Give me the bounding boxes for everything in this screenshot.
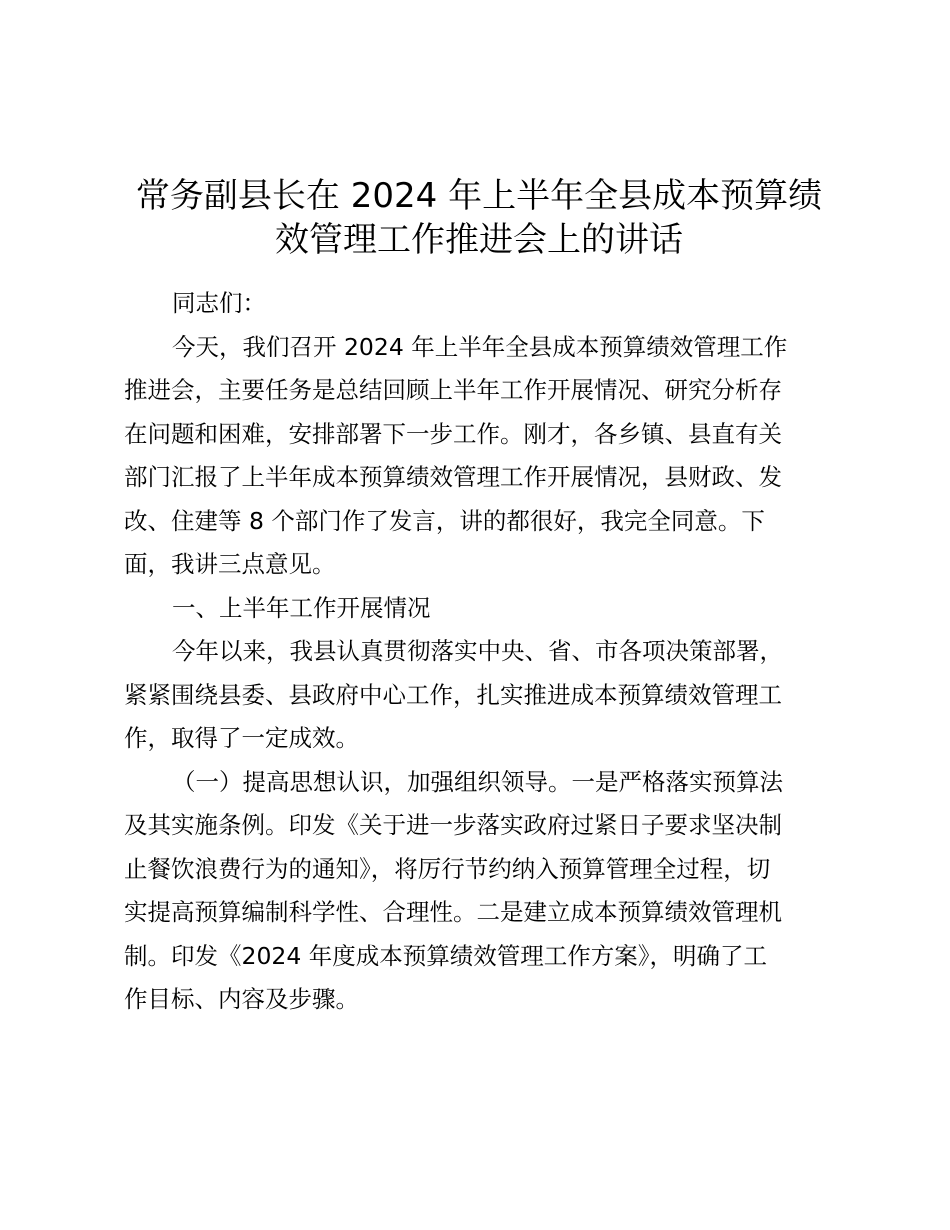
paragraph-line: 面，我讲三点意见。 xyxy=(124,550,336,578)
section-heading xyxy=(124,587,824,631)
paragraph-line: 今天，我们召开 2024 年上半年全县成本预算绩效管理工作 xyxy=(172,332,788,361)
body-paragraph xyxy=(124,630,824,761)
paragraph-line: 作目标、内容及步骤。 xyxy=(124,985,359,1013)
paragraph-line: （一）提高思想认识，加强组织领导。一是严格落实预算法 xyxy=(172,767,783,796)
opening-paragraph xyxy=(124,326,824,587)
paragraph-line: 在问题和困难，安排部署下一步工作。刚才，各乡镇、县直有关 xyxy=(124,419,782,448)
body-paragraph xyxy=(124,761,824,1022)
paragraph-line: 紧紧围绕县委、县政府中心工作，扎实推进成本预算绩效管理工 xyxy=(124,680,782,709)
paragraph-line: 实提高预算编制科学性、合理性。二是建立成本预算绩效管理机 xyxy=(124,898,782,926)
title-line: 效管理工作推进会上的讲话 xyxy=(275,219,683,260)
paragraph-line: 改、住建等 8 个部门作了发言，讲的都很好，我完全同意。下 xyxy=(124,506,765,535)
salutation-paragraph xyxy=(124,282,824,326)
paragraph-line: 作，取得了一定成效。 xyxy=(124,724,359,752)
paragraph-line: 及其实施条例。印发《关于进一步落实政府过紧日子要求坚决制 xyxy=(124,811,782,839)
paragraph-line: 部门汇报了上半年成本预算绩效管理工作开展情况，县财政、发 xyxy=(124,463,782,491)
paragraph-line: 推进会，主要任务是总结回顾上半年工作开展情况、研究分析存 xyxy=(124,376,782,404)
paragraph-line: 制。印发《2024 年度成本预算绩效管理工作方案》，明确了工 xyxy=(124,941,768,970)
paragraph-line: 今年以来，我县认真贯彻落实中央、省、市各项决策部署， xyxy=(172,637,783,665)
document-title xyxy=(124,170,834,260)
section-heading-text: 一、上半年工作开展情况 xyxy=(172,593,431,622)
title-line: 常务副县长在 2024 年上半年全县成本预算绩 xyxy=(135,176,823,216)
paragraph-line: 止餐饮浪费行为的通知》，将厉行节约纳入预算管理全过程，切 xyxy=(124,854,771,883)
paragraph-line: 同志们： xyxy=(172,289,266,317)
document-body xyxy=(124,282,824,1022)
